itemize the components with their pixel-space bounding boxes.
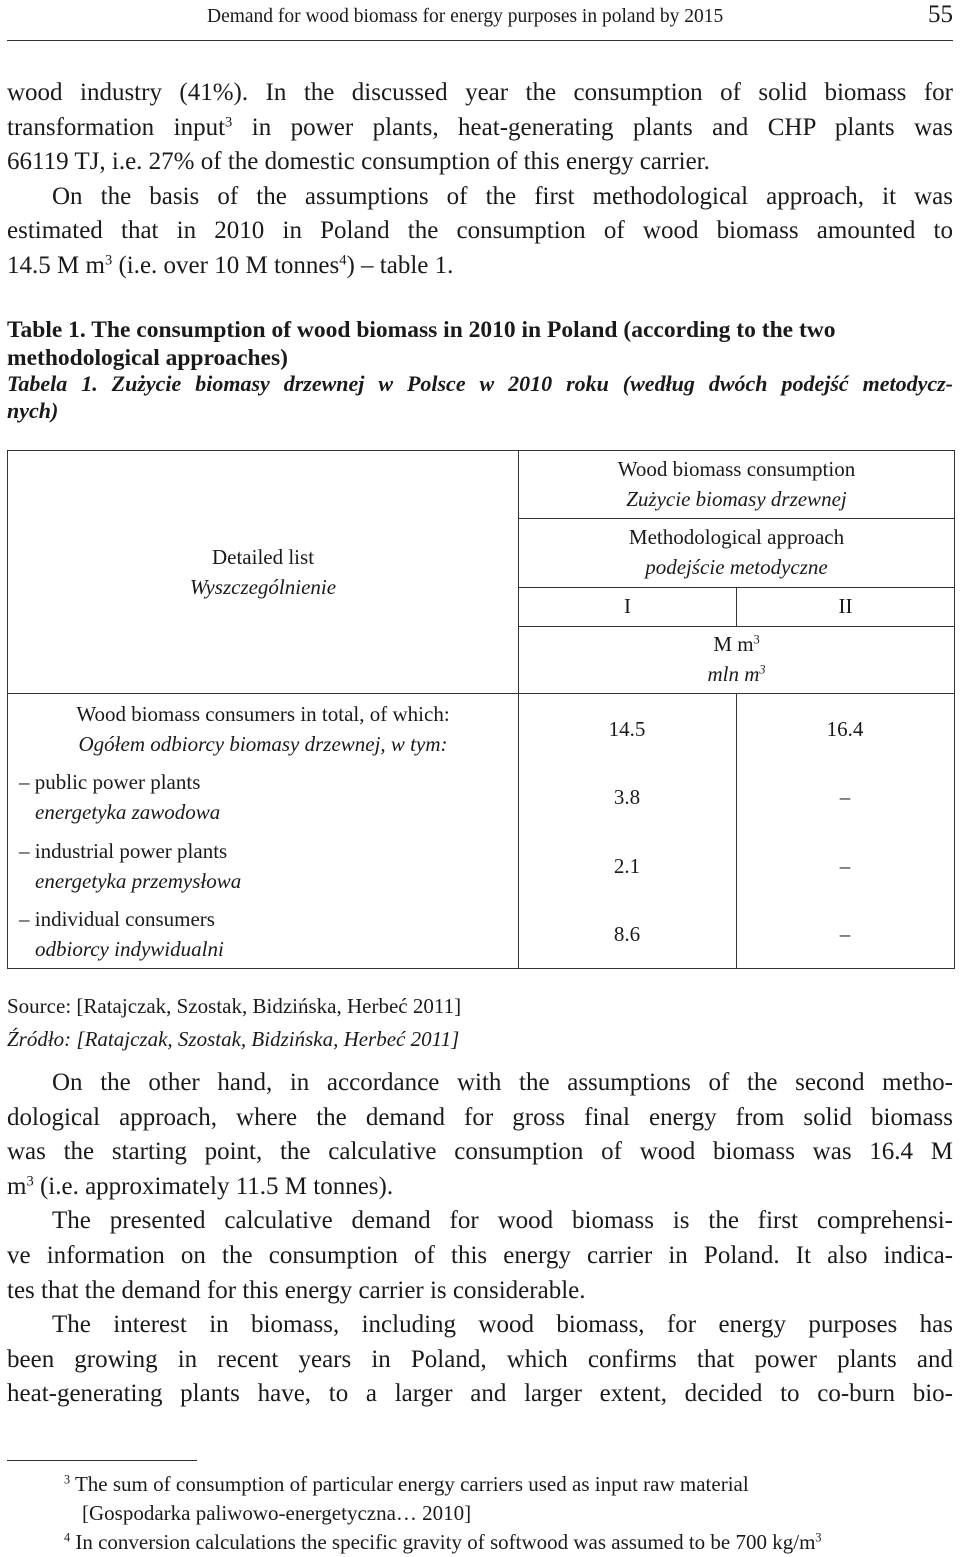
unit-pl xyxy=(518,660,955,690)
text-span: 14.5 M m xyxy=(7,251,105,279)
table-cell-value: 16.4 xyxy=(826,717,864,741)
approach-en: Methodological approach xyxy=(628,525,845,549)
text-span: m xyxy=(7,1172,27,1200)
text-span: Tabela 1. Zużycie biomasy drzewnej w Polsce w 2010 roku (według dwóch podejść metodycz- xyxy=(7,371,953,396)
approach-1-label: I xyxy=(624,594,631,618)
running-header-title: Demand for wood biomass for energy purposes in poland by 2015 xyxy=(207,6,724,27)
consumption-header xyxy=(518,455,955,514)
footnote-3 xyxy=(64,1470,822,1499)
approach-header xyxy=(518,523,955,582)
text-line: wood industry (41%). In the discussed year the consumption of solid biomass for xyxy=(7,79,953,106)
table-cell-value: 8.6 xyxy=(613,922,641,946)
text-span: ) – table 1. xyxy=(346,251,454,279)
footnote-ref: 3 xyxy=(225,113,233,130)
table-row-label xyxy=(19,905,224,964)
source-en: Source: [Ratajczak, Szostak, Bidzińska, Herbeć 2011] xyxy=(7,994,462,1018)
table-row-total-label xyxy=(7,700,519,759)
footnote-3-continuation: [Gospodarka paliwowo-energetyczna… 2010] xyxy=(82,1501,472,1525)
text-span: nych) xyxy=(7,398,59,423)
text-line xyxy=(7,249,953,284)
body-paragraphs xyxy=(7,1066,953,1412)
running-header xyxy=(7,0,953,41)
text-line: dological approach, where the demand for gross final energy from solid biomass xyxy=(7,1103,953,1131)
row-label-pl: energetyka zawodowa xyxy=(35,799,221,824)
footnote-4 xyxy=(64,1528,822,1557)
page-number: 55 xyxy=(928,1,953,28)
text-span: (i.e. over 10 M tonnes xyxy=(112,251,340,279)
footnote-mark: 4 xyxy=(64,1530,71,1545)
table-cell-value: – xyxy=(839,854,851,878)
text-line: was the starting point, the calculative consumption of wood biomass was 16.4 M xyxy=(7,1138,953,1166)
text-span: (i.e. approximately 11.5 M tonnes). xyxy=(33,1172,394,1200)
text-line: ve information on the consumption of this energy carrier in Poland. It also indica- xyxy=(7,1241,953,1269)
row-label-pl: Ogółem odbiorcy biomasy drzewnej, w tym: xyxy=(78,731,448,756)
unit-en xyxy=(518,630,955,660)
source-pl: Źródło: [Ratajczak, Szostak, Bidzińska, Herbeć 2011] xyxy=(7,1027,460,1051)
text-line: tes that the demand for this energy carrier is considerable. xyxy=(7,1276,586,1304)
detailed-list-header xyxy=(7,543,519,602)
text-line: On the other hand, in accordance with the assumptions of the second metho- xyxy=(52,1069,953,1096)
row-label-en: – individual consumers xyxy=(19,907,215,931)
footnote-ref: 4 xyxy=(339,252,347,269)
row-label-en: – industrial power plants xyxy=(19,839,228,863)
superscript: 3 xyxy=(104,252,113,269)
row-label-pl: energetyka przemysłowa xyxy=(35,868,242,893)
text-line: estimated that in 2010 in Poland the consumption of wood biomass amounted to xyxy=(7,217,953,245)
row-label-pl: odbiorcy indywidualni xyxy=(35,936,224,961)
footnote-divider xyxy=(7,1460,197,1461)
superscript: 3 xyxy=(815,1530,822,1545)
text-span: In conversion calculations the specific gravity of softwood was assumed to be 700 kg/m xyxy=(75,1530,816,1554)
text-span: in power plants, heat-generating plants and CHP plants was xyxy=(232,113,953,141)
consumption-table xyxy=(7,450,955,969)
text-line: heat-generating plants have, to a larger and larger extent, decided to co-burn bio- xyxy=(7,1380,953,1408)
detailed-list-pl: Wyszczególnienie xyxy=(189,574,337,599)
consumption-pl: Zużycie biomasy drzewnej xyxy=(626,486,847,511)
superscript: 3 xyxy=(759,662,766,677)
intro-paragraph xyxy=(7,76,953,284)
table-cell-value: 2.1 xyxy=(613,854,641,878)
text-line xyxy=(7,1170,953,1205)
footnotes xyxy=(64,1470,822,1557)
approach-pl: podejście metodyczne xyxy=(645,554,828,579)
table-source xyxy=(7,990,461,1056)
table-cell-value: – xyxy=(839,922,851,946)
text-line: The presented calculative demand for wood biomass is the first comprehensi- xyxy=(52,1207,953,1235)
table-cell-value: 14.5 xyxy=(608,717,646,741)
table-row-label xyxy=(19,768,221,827)
detailed-list-en: Detailed list xyxy=(211,545,315,569)
table-caption-pl xyxy=(7,370,953,424)
text-line xyxy=(7,111,953,146)
footnote-mark: 3 xyxy=(64,1472,71,1487)
row-label-en: Wood biomass consumers in total, of which: xyxy=(76,702,450,726)
consumption-en: Wood biomass consumption xyxy=(617,457,856,481)
text-line: 66119 TJ, i.e. 27% of the domestic consumption of this energy carrier. xyxy=(7,148,710,176)
table-cell-value: – xyxy=(839,785,851,809)
table-cell-value: 3.8 xyxy=(613,785,641,809)
table-caption-en: Table 1. The consumption of wood biomass in 2010 in Poland (according to the two methodological approaches) xyxy=(7,317,836,371)
text-span: mln m xyxy=(707,661,760,686)
text-line: The interest in biomass, including wood biomass, for energy purposes has xyxy=(52,1311,953,1339)
text-span: The sum of consumption of particular energy carriers used as input raw material xyxy=(74,1472,749,1496)
text-line: On the basis of the assumptions of the first methodological approach, it was xyxy=(52,182,953,210)
unit-header xyxy=(518,630,955,689)
table-row-label xyxy=(19,837,242,896)
superscript: 3 xyxy=(753,632,760,647)
superscript: 3 xyxy=(26,1173,34,1190)
approach-2-label: II xyxy=(838,594,853,618)
text-span: transformation input xyxy=(7,113,226,141)
text-span: M m xyxy=(713,632,754,656)
text-line: been growing in recent years in Poland, which confirms that power plants and xyxy=(7,1345,953,1373)
row-label-en: – public power plants xyxy=(19,770,201,794)
